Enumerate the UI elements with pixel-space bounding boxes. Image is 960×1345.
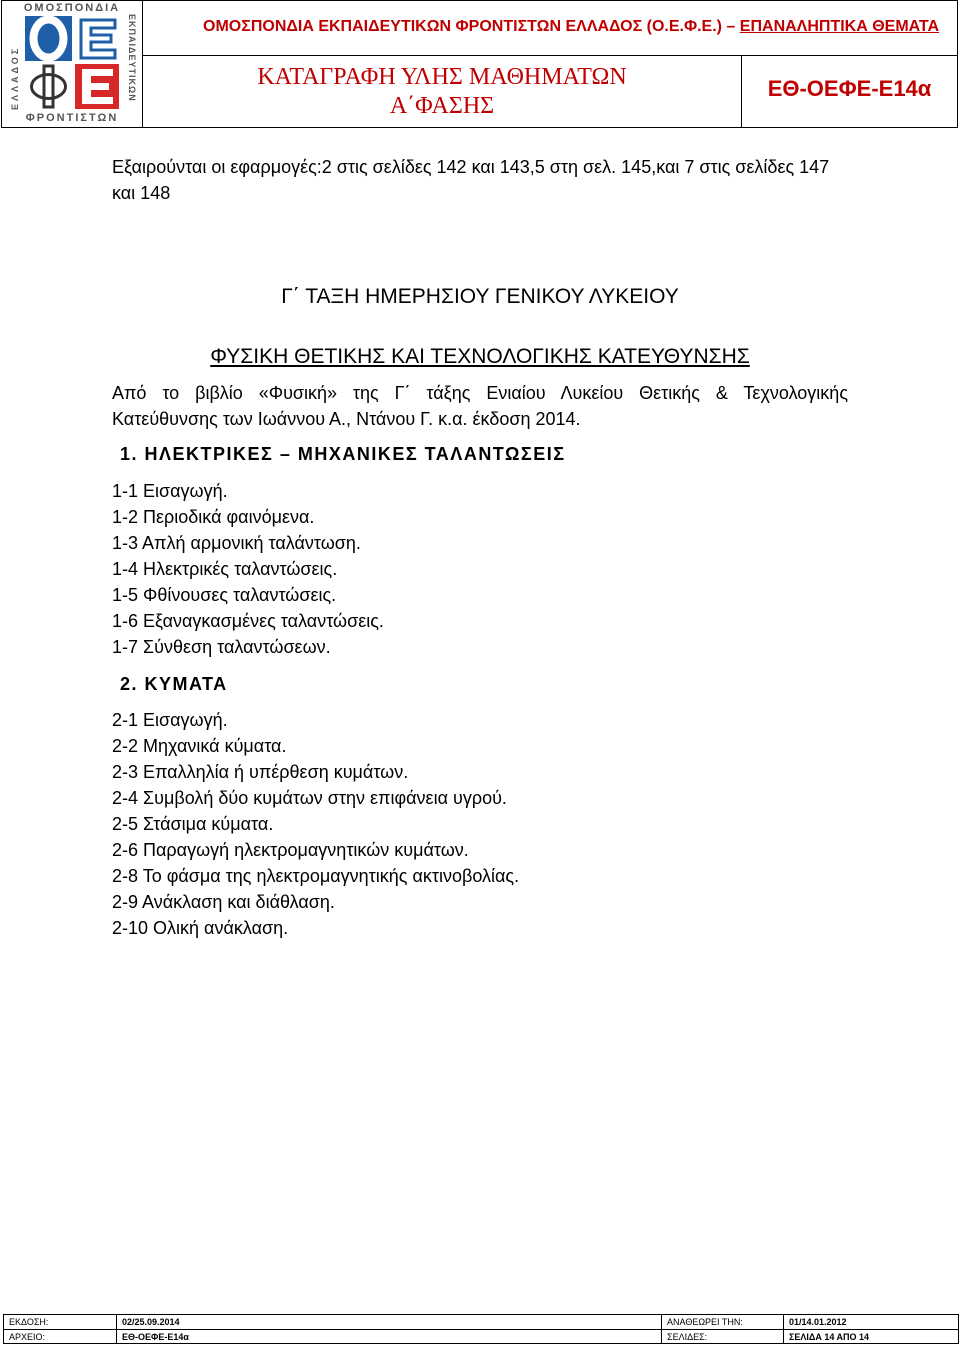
footer-file-value: ΕΘ-ΟΕΦΕ-Ε14α xyxy=(117,1330,662,1344)
oefe-logo xyxy=(3,0,141,126)
footer-file-label: ΑΡΧΕΙΟ: xyxy=(4,1330,117,1344)
section-heading-waves: 2. ΚΥΜΑΤΑ xyxy=(120,674,228,694)
document-header xyxy=(1,0,957,128)
header-border-right xyxy=(957,0,958,128)
list-item: 2-9 Ανάκλαση και διάθλαση. xyxy=(112,892,335,912)
header-title-line1: ΚΑΤΑΓΡΑΦΗ ΥΛΗΣ ΜΑΘΗΜΑΤΩΝ xyxy=(257,64,627,90)
list-item: 2-1 Εισαγωγή. xyxy=(112,710,228,730)
footer-pages-value: ΣΕΛΙΔΑ 14 ΑΠΟ 14 xyxy=(789,1332,870,1342)
logo-cell xyxy=(1,0,143,128)
list-item: 2-8 Το φάσμα της ηλεκτρομαγνητικής ακτινοβολίας. xyxy=(112,866,520,886)
list-item: 1-2 Περιοδικά φαινόμενα. xyxy=(112,507,315,527)
header-title-line2: Α΄ΦΑΣΗΣ xyxy=(389,93,495,119)
subject-title: ΦΥΣΙΚΗ ΘΕΤΙΚΗΣ ΚΑΙ ΤΕΧΝΟΛΟΓΙΚΗΣ ΚΑΤΕΥΘΥΝΣΗΣ xyxy=(210,345,750,368)
header-organization-line: ΟΜΟΣΠΟΝΔΙΑ ΕΚΠΑΙΔΕΥΤΙΚΩΝ ΦΡΟΝΤΙΣΤΩΝ ΕΛΛΑΔΟΣ (Ο.Ε.Φ.Ε.) – ΕΠΑΝΑΛΗΠΤΙΚΑ ΘΕΜΑΤΑ xyxy=(203,18,940,35)
footer-edition-value: 02/25.09.2014 xyxy=(117,1315,662,1329)
list-item: 2-3 Επαλληλία ή υπέρθεση κυμάτων. xyxy=(112,762,409,782)
book-reference-line2: Κατεύθυνσης των Ιωάννου Α., Ντάνου Γ. κ.α. έκδοση 2014. xyxy=(112,409,581,429)
footer-revises-label: ΑΝΑΘΕΩΡΕΙ ΤΗΝ: xyxy=(662,1315,784,1329)
list-item: 2-4 Συμβολή δύο κυμάτων στην επιφάνεια υγρού. xyxy=(112,788,507,808)
list-item: 1-4 Ηλεκτρικές ταλαντώσεις. xyxy=(112,559,338,579)
list-item: 1-5 Φθίνουσες ταλαντώσεις. xyxy=(112,585,337,605)
footer-edition-label: ΕΚΔΟΣΗ: xyxy=(4,1315,117,1329)
exclusions-note: Εξαιρούνται οι εφαρμογές:2 στις σελίδες 142 και 143,5 στη σελ. 145,και 7 στις σελίδες 147 και 148 xyxy=(112,157,830,203)
logo-text-right: ΕΚΠΑΙΔΕΥΤΙΚΩΝ xyxy=(127,14,137,102)
logo-e-red-block xyxy=(75,64,119,109)
list-item: 1-6 Εξαναγκασμένες ταλαντώσεις. xyxy=(112,611,384,631)
header-title-cell xyxy=(143,56,742,128)
document-code: ΕΘ-ΟΕΦΕ-Ε14α xyxy=(767,76,932,101)
list-item: 2-6 Παραγωγή ηλεκτρομαγνητικών κυμάτων. xyxy=(112,840,469,860)
footer-revises-value: 01/14.01.2012 xyxy=(789,1317,847,1327)
logo-phi-outline xyxy=(25,64,72,109)
logo-text-left: ΕΛΛΑΔΟΣ xyxy=(10,45,20,110)
class-title: Γ΄ ΤΑΞΗ ΗΜΕΡΗΣΙΟΥ ΓΕΝΙΚΟΥ ΛΥΚΕΙΟΥ xyxy=(281,285,679,308)
footer-pages-label: ΣΕΛΙΔΕΣ: xyxy=(662,1330,784,1344)
header-top-row xyxy=(143,0,957,55)
book-reference-line1: Από το βιβλίο «Φυσική» της Γ΄ τάξης Ενιαίου Λυκείου Θετικής & Τεχνολογικής xyxy=(112,383,848,403)
section-heading-oscillations: 1. ΗΛΕΚΤΡΙΚΕΣ – ΜΗΧΑΝΙΚΕΣ ΤΑΛΑΝΤΩΣΕΙΣ xyxy=(120,444,566,464)
footer-row-file xyxy=(4,1329,958,1344)
list-item: 1-1 Εισαγωγή. xyxy=(112,481,228,501)
organization-name: ΟΜΟΣΠΟΝΔΙΑ ΕΚΠΑΙΔΕΥΤΙΚΩΝ ΦΡΟΝΤΙΣΤΩΝ ΕΛΛΑΔΟΣ (Ο.Ε.Φ.Ε.) xyxy=(203,18,722,35)
logo-text-top: ΟΜΟΣΠΟΝΔΙΑ xyxy=(23,2,121,14)
exam-type-label: ΕΠΑΝΑΛΗΠΤΙΚΑ ΘΕΜΑΤΑ xyxy=(739,18,940,35)
document-footer xyxy=(3,1314,959,1344)
logo-e-outline xyxy=(75,16,119,61)
logo-text-bottom: ΦΡΟΝΤΙΣΤΩΝ xyxy=(25,112,119,124)
header-code-cell xyxy=(742,56,957,128)
list-item: 2-5 Στάσιμα κύματα. xyxy=(112,814,274,834)
list-item: 1-3 Απλή αρμονική ταλάντωση. xyxy=(112,533,361,553)
list-item: 1-7 Σύνθεση ταλαντώσεων. xyxy=(112,637,331,657)
list-item: 2-2 Μηχανικά κύματα. xyxy=(112,736,287,756)
footer-row-edition xyxy=(4,1315,958,1329)
list-item: 2-10 Ολική ανάκλαση. xyxy=(112,918,289,938)
